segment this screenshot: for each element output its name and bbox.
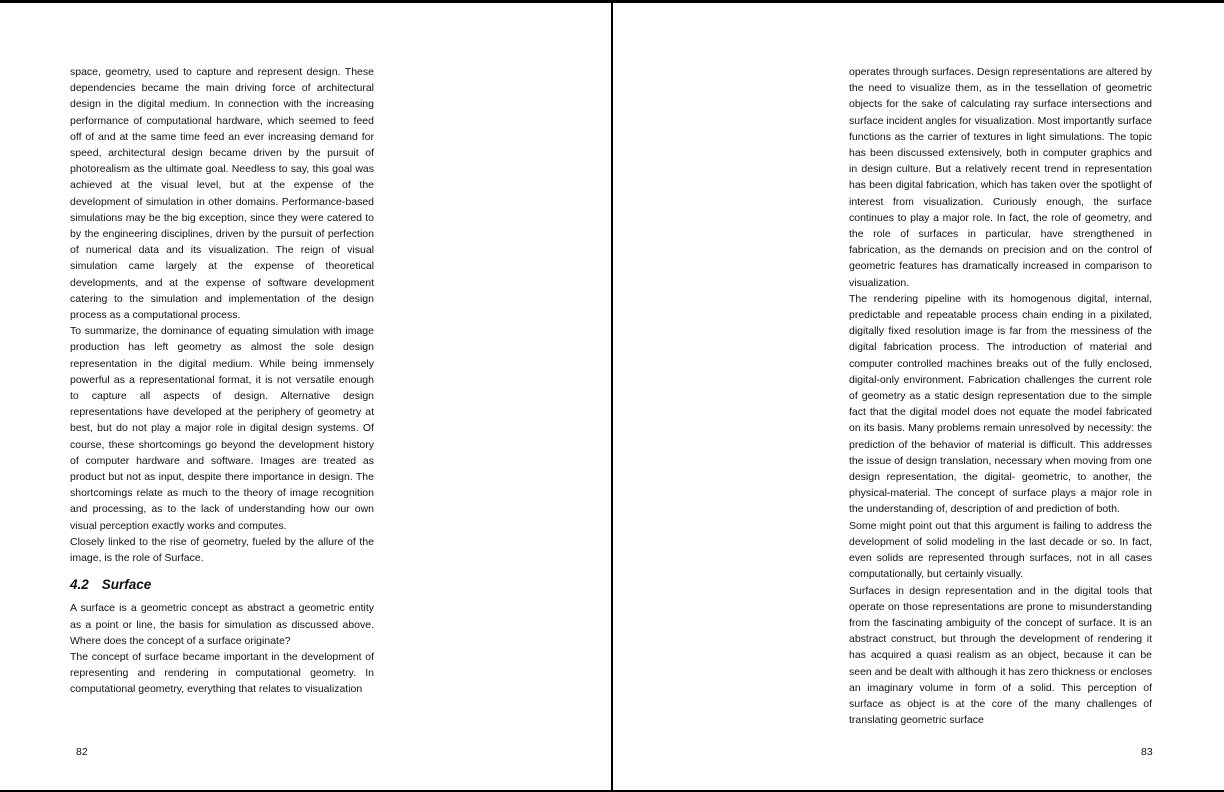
right-page-number: 83 xyxy=(1141,746,1153,758)
section-heading-title: Surface xyxy=(101,577,152,593)
left-page-text-column xyxy=(70,64,374,698)
paragraph: The rendering pipeline with its homogenous digital, internal, predictable and repeatable process chain ending in a pixilated, digitally fixed resolution image is far from the messiness of the digital fabrication process. The introduction of material and computer controlled machines breaks out of the fully enclosed, digital-only environment. Fabrication challenges the current role of geometry as a static design representation due to the simple fact that the digital model does not equate the model fabricated on its basis. Many problems remain unresolved by necessity: the prediction of the behavior of material is difficult. This addresses the issue of design translation, necessary when moving from one design representation, the digital- geometric, to another, the physical-material. The concept of surface plays a major role in the understanding of, description of and prediction of both. xyxy=(849,292,1152,516)
paragraph: A surface is a geometric concept as abstract a geometric entity as a point or line, the basis for simulation as discussed above. Where does the concept of a surface originate? xyxy=(70,602,374,647)
paragraph: Surfaces in design representation and in the digital tools that operate on those representations are prone to misunderstanding from the fascinating ambiguity of the concept of surface. It is an abstract construct, but through the development of rendering it has acquired a quasi realism as an object, because it can be seen and be dealt with although it has zero thickness or encloses an imaginary volume in form of a solid. This perception of surface as object is at the core of the many challenges of translating geometric surface xyxy=(849,584,1152,727)
paragraph: The concept of surface became important in the development of representing and rendering in computational geometry. In computational geometry, everything that relates to visualization xyxy=(70,650,374,696)
section-heading-number: 4.2 xyxy=(70,577,89,593)
right-page-text-column xyxy=(849,64,1152,728)
center-binding-rule xyxy=(611,0,613,792)
paragraph: To summarize, the dominance of equating simulation with image production has left geometry as almost the sole design representation in the digital medium. While being immensely powerful as a representational format, it is not versatile enough to capture all aspects of design. Alternative design representations have developed at the periphery of geometry at best, but do not play a major role in digital design systems. Of course, these shortcomings go beyond the development history of computer hardware and software. Images are treated as product but not as input, despite there importance in design. The shortcomings relate as much to the theory of image recognition and processing, as to the lack of understanding how our own visual perception exactly works and computes. xyxy=(70,325,374,532)
paragraph: Some might point out that this argument is failing to address the development of solid modeling in the last decade or so. In fact, even solids are represented through surfaces, not in all cases computationally, but certainly visually. xyxy=(849,519,1152,581)
left-page-number: 82 xyxy=(76,746,88,758)
paragraph: space, geometry, used to capture and represent design. These dependencies became the main driving force of architectural design in the digital medium. In connection with the increasing performance of computational hardware, which seemed to feed off of and at the same time feed an ever increasing demand for speed, architectural design became driven by the pursuit of photorealism as the ultimate goal. Needless to say, this goal was achieved at the visual level, but at the expense of the development of simulation in other domains. Performance-based simulations may be the big exception, since they were catered to by the engineering disciplines, driven by the pursuit of perfection of numerical data and its visualization. The reign of visual simulation came largely at the expense of theoretical developments, and at the expense of software development catering to the simulation and implementation of the design process as a computational process. xyxy=(70,66,374,322)
paragraph: operates through surfaces. Design representations are altered by the need to visualize them, as in the tessellation of geometric objects for the sake of calculating ray surface intersections and surface incident angles for visualization. Most importantly surface functions as the carrier of textures in light simulations. The topic has been discussed extensively, both in computer graphics and in design culture. But a relatively recent trend in representation has been digital fabrication, which has taken over the spotlight of interest from visualization. Curiously enough, the surface continues to play a major role. In fact, the role of geometry, and the role of surfaces in particular, have strengthened in fabrication, as the demands on precision and on the control of geometric features has dramatically increased in comparison to visualization. xyxy=(849,66,1152,289)
paragraph: Closely linked to the rise of geometry, fueled by the allure of the image, is the role of Surface. xyxy=(70,535,374,565)
section-heading xyxy=(70,577,374,593)
